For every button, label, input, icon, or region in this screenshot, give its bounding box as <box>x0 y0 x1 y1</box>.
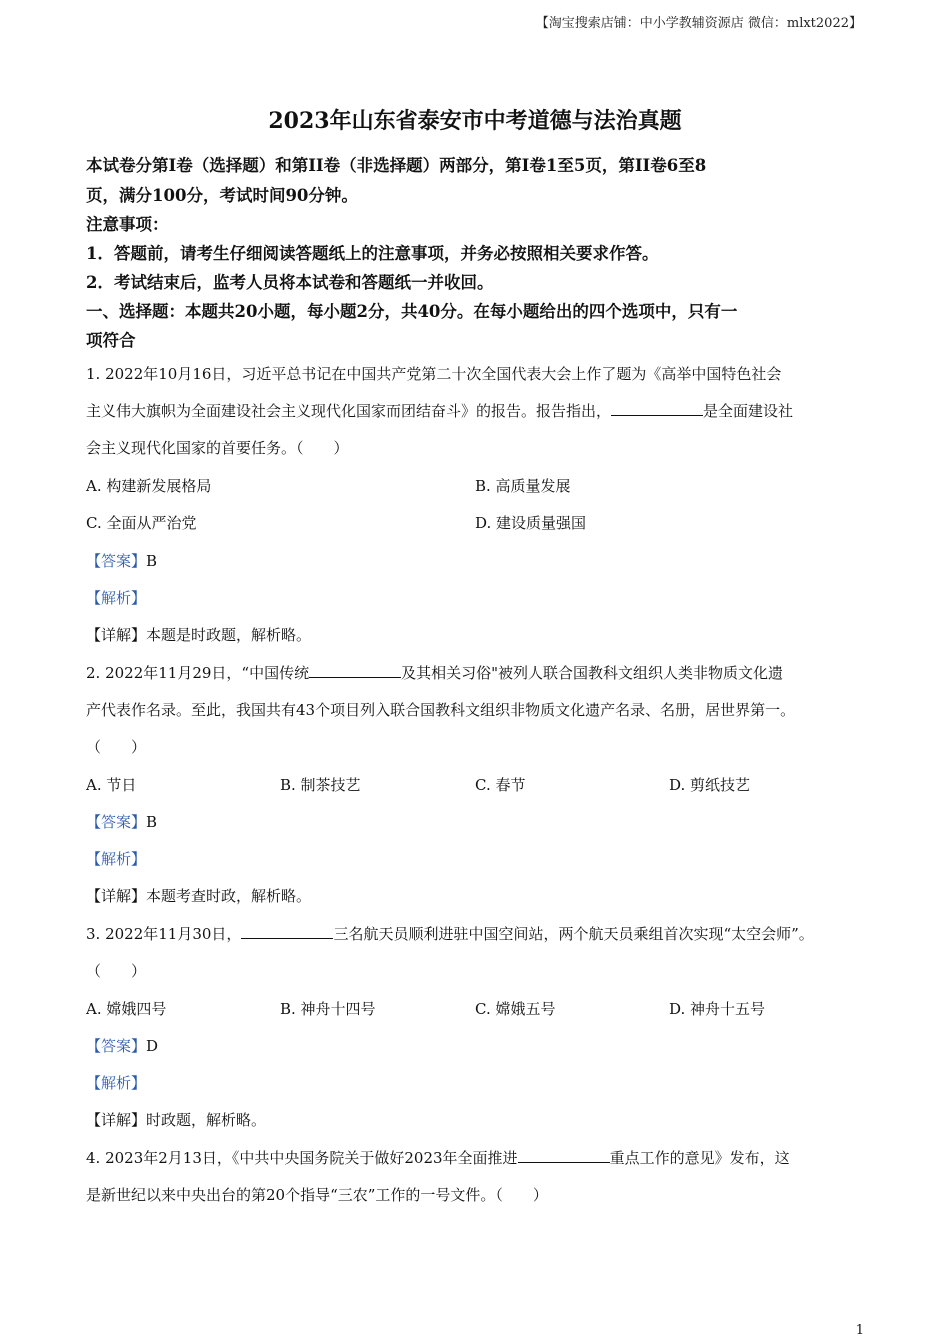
question-1-option-a: A. 构建新发展格局 <box>86 477 212 495</box>
question-1-option-d: D. 建设质量强国 <box>475 514 587 532</box>
page-number: 1 <box>855 1323 864 1338</box>
question-2-detail <box>86 885 311 906</box>
question-2-stem-line-1a: 2. 2022年11月29日，“中国传统 <box>86 664 310 682</box>
detail-label: 【详解】 <box>86 626 147 644</box>
question-3-stem-line-2: （ ） <box>86 962 147 980</box>
notes-heading: 注意事项： <box>86 215 169 234</box>
section-heading-line-1: 一、选择题：本题共20小题，每小题2分，共40分。在每小题给出的四个选项中，只有一 <box>86 302 738 321</box>
question-1-option-b: B. 高质量发展 <box>475 477 571 495</box>
answer-label: 【答案】 <box>86 813 147 831</box>
question-3-option-b: B. 神舟十四号 <box>280 1000 376 1018</box>
question-1-stem-line-1: 1. 2022年10月16日，习近平总书记在中国共产党第二十次全国代表大会上作了题为《高举中国特色社会 <box>86 365 782 383</box>
question-1-answer <box>86 550 157 571</box>
question-3-analysis-label: 【解析】 <box>86 1074 147 1092</box>
question-1-stem-line-2 <box>86 400 793 421</box>
question-3-stem-line-1a: 3. 2022年11月30日， <box>86 925 242 943</box>
question-1-stem-line-2a: 主义伟大旗帜为全面建设社会主义现代化国家而团结奋斗》的报告。报告指出， <box>86 402 612 420</box>
question-1-stem-line-2b: 是全面建设社 <box>703 402 794 420</box>
answer-label: 【答案】 <box>86 1037 147 1055</box>
detail-label: 【详解】 <box>86 887 147 905</box>
question-2-option-b: B. 制茶技艺 <box>280 776 361 794</box>
question-2-stem-line-2: 产代表作名录。至此，我国共有43个项目列入联合国教科文组织非物质文化遗产名录、名册，居世界第一。 <box>86 701 796 719</box>
answer-value: B <box>146 813 158 831</box>
question-3-option-c: C. 嫦娥五号 <box>475 1000 556 1018</box>
answer-value: B <box>146 552 158 570</box>
answer-value: D <box>146 1037 159 1055</box>
question-3-blank <box>241 924 333 939</box>
detail-text: 本题是时政题，解析略。 <box>146 626 312 644</box>
question-3-option-a: A. 嫦娥四号 <box>86 1000 167 1018</box>
question-3-stem-line-1b: 三名航天员顺利进驻中国空间站，两个航天员乘组首次实现“太空会师”。 <box>333 925 814 943</box>
section-heading-line-2: 项符合 <box>86 331 136 350</box>
question-1-detail <box>86 624 311 645</box>
question-3-answer <box>86 1035 158 1056</box>
question-2-option-a: A. 节日 <box>86 776 137 794</box>
detail-text: 本题考查时政，解析略。 <box>146 887 312 905</box>
question-4-stem-line-1 <box>86 1147 790 1168</box>
question-2-option-d: D. 剪纸技艺 <box>669 776 751 794</box>
question-1-blank <box>611 401 703 416</box>
question-4-stem-line-1a: 4. 2023年2月13日，《中共中央国务院关于做好2023年全面推进 <box>86 1149 518 1167</box>
question-1-analysis-label: 【解析】 <box>86 589 147 607</box>
question-3-detail <box>86 1109 266 1130</box>
note-1: 1．答题前，请考生仔细阅读答题纸上的注意事项，并务必按照相关要求作答。 <box>86 244 659 263</box>
page-title: 2023年山东省泰安市中考道德与法治真题 <box>268 108 682 134</box>
question-3-stem-line-1 <box>86 923 814 944</box>
question-4-blank <box>518 1148 610 1163</box>
note-2: 2．考试结束后，监考人员将本试卷和答题纸一并收回。 <box>86 273 494 292</box>
question-4-stem-line-2: 是新世纪以来中央出台的第20个指导“三农”工作的一号文件。（ ） <box>86 1186 548 1204</box>
question-3-option-d: D. 神舟十五号 <box>669 1000 766 1018</box>
question-2-analysis-label: 【解析】 <box>86 850 147 868</box>
question-4-stem-line-1b: 重点工作的意见》发布，这 <box>609 1149 790 1167</box>
question-2-blank <box>309 663 401 678</box>
question-1-stem-line-3: 会主义现代化国家的首要任务。（ ） <box>86 439 349 457</box>
intro-line-1: 本试卷分第Ⅰ卷（选择题）和第II卷（非选择题）两部分，第I卷1至5页，第II卷6至8 <box>86 156 707 175</box>
question-2-stem-line-1b: 及其相关习俗"被列人联合国教科文组织人类非物质文化遗 <box>401 664 784 682</box>
answer-label: 【答案】 <box>86 552 147 570</box>
detail-label: 【详解】 <box>86 1111 147 1129</box>
question-2-stem-line-3: （ ） <box>86 738 147 756</box>
question-2-option-c: C. 春节 <box>475 776 526 794</box>
question-1-option-c: C. 全面从严治党 <box>86 514 197 532</box>
intro-line-2: 页，满分100分，考试时间90分钟。 <box>86 186 358 205</box>
detail-text: 时政题，解析略。 <box>146 1111 267 1129</box>
question-2-answer <box>86 811 157 832</box>
page-header: 【淘宝搜索店铺：中小学教辅资源店 微信：mlxt2022】 <box>535 16 862 31</box>
question-2-stem-line-1 <box>86 662 783 683</box>
